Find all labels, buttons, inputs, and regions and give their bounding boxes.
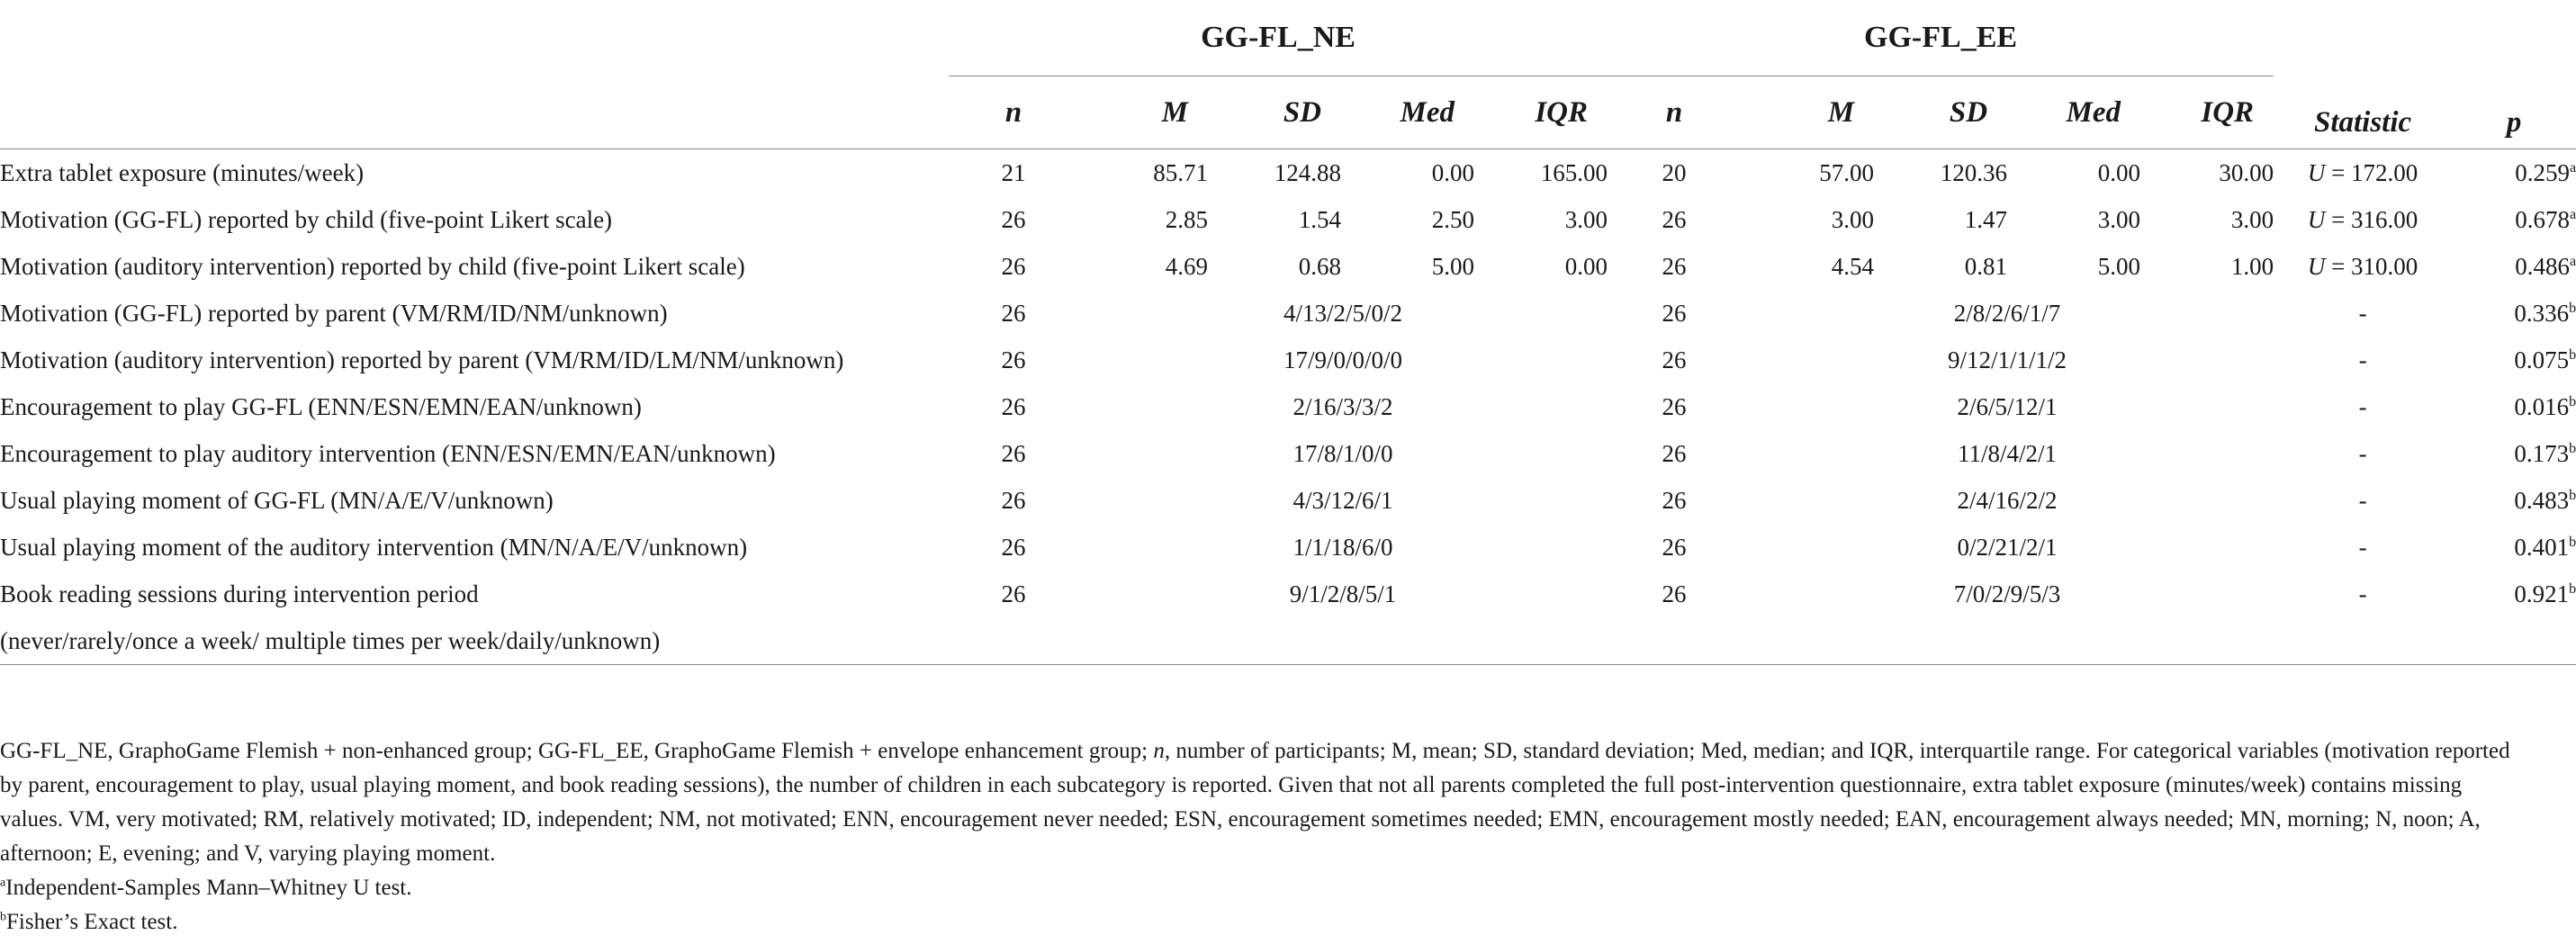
- ne-median: 0.00: [1431, 158, 1474, 186]
- ne-median-header: Med: [1341, 76, 1474, 149]
- p-footnote-mark: b: [2569, 580, 2576, 597]
- footnote-a-mark: a: [0, 876, 6, 890]
- ee-median-header: Med: [2007, 76, 2140, 149]
- statistic-header: Statistic: [2274, 0, 2452, 149]
- p-header: p: [2452, 0, 2576, 149]
- p-footnote-mark: a: [2569, 253, 2576, 269]
- table-row: [0, 337, 2576, 383]
- p-value-cell: [2452, 571, 2576, 617]
- ne-n-header: n: [949, 76, 1078, 149]
- statistic-cell: -: [2358, 439, 2367, 467]
- p-value: 0.678: [2515, 205, 2570, 233]
- ee-n: 20: [1662, 158, 1687, 186]
- row-label: Motivation (GG-FL) reported by child (five-point Likert scale): [0, 205, 613, 233]
- ne-iqr: 3.00: [1564, 205, 1608, 233]
- ee-iqr: 1.00: [2230, 252, 2274, 280]
- p-value-cell: [2452, 337, 2576, 383]
- p-footnote-mark: b: [2569, 393, 2576, 409]
- ne-counts: 17/8/1/0/0: [1293, 439, 1393, 467]
- statistic-cell: -: [2358, 486, 2367, 514]
- statistic-letter: U: [2307, 252, 2326, 280]
- group-header-ee: GG-FL_EE: [1608, 0, 2274, 76]
- row-label: Motivation (auditory intervention) reported by parent (VM/RM/ID/LM/NM/unknown): [0, 346, 844, 373]
- ne-median: 2.50: [1431, 205, 1474, 233]
- p-value: 0.336: [2514, 299, 2570, 327]
- table-row: [0, 477, 2576, 524]
- statistic-cell: [2274, 243, 2452, 290]
- ne-mean: 4.69: [1165, 252, 1208, 280]
- ne-sd: 0.68: [1298, 252, 1341, 280]
- p-value: 0.486: [2515, 252, 2570, 280]
- ee-counts: 0/2/21/2/1: [1957, 533, 2058, 561]
- ne-mean: 2.85: [1165, 205, 1208, 233]
- ee-n: 26: [1662, 392, 1687, 420]
- ne-n: 26: [1001, 580, 1026, 607]
- footnote-b: [0, 905, 2520, 940]
- p-value: 0.016: [2514, 392, 2570, 420]
- ne-n: 21: [1001, 158, 1026, 186]
- ee-iqr: 30.00: [2219, 158, 2274, 186]
- ne-sd: 1.54: [1298, 205, 1341, 233]
- ne-counts: 1/1/18/6/0: [1293, 533, 1393, 561]
- footnote-a-text: Independent-Samples Mann–Whitney U test.: [5, 876, 412, 900]
- p-value-cell: [2452, 243, 2576, 290]
- ne-counts: 2/16/3/3/2: [1293, 392, 1393, 420]
- ee-counts: 2/6/5/12/1: [1957, 392, 2058, 420]
- statistic-cell: [2274, 149, 2452, 197]
- ee-counts: 2/8/2/6/1/7: [1953, 299, 2061, 327]
- ne-n: 26: [1001, 439, 1026, 467]
- row-label: Motivation (auditory intervention) reported by child (five-point Likert scale): [0, 252, 745, 280]
- p-value-cell: [2452, 524, 2576, 571]
- ee-sd: 1.47: [1964, 205, 2008, 233]
- ee-median: 3.00: [2097, 205, 2141, 233]
- statistic-value: = 310.00: [2325, 252, 2418, 280]
- table-row: [0, 383, 2576, 430]
- p-footnote-mark: b: [2569, 440, 2576, 456]
- p-value: 0.075: [2514, 346, 2570, 373]
- ee-n: 26: [1662, 346, 1687, 373]
- note-text-part: , number of participants; M, mean; SD, standard deviation; Med, median; and IQR, interquartile range. For categorical variables (motivation reported by parent, encouragement to play, usual playing moment, and book reading sessions), the number of children in each subcategory is reported. Given that not all parents completed the full post-intervention questionnaire, extra tablet exposure (minutes/week) contains missing values. VM, very motivated; RM, relatively motivated; ID, independent; NM, not motivated; ENN, encouragement never needed; ESN, encouragement sometimes needed; EMN, encouragement mostly needed; EAN, encouragement always needed; MN, morning; N, noon; A, afternoon; E, evening; and V, varying playing moment.: [0, 739, 2510, 866]
- ne-n: 26: [1001, 205, 1026, 233]
- ne-counts: 4/13/2/5/0/2: [1283, 299, 1403, 327]
- variable-header-blank: [0, 0, 949, 76]
- abbreviation-note: [0, 734, 2520, 871]
- p-value: 0.259: [2515, 158, 2570, 186]
- p-value: 0.401: [2514, 533, 2570, 561]
- group-header-row: [0, 0, 2576, 76]
- table-row: [0, 290, 2576, 337]
- ee-mean-header: M: [1741, 76, 1874, 149]
- ee-median: 5.00: [2097, 252, 2141, 280]
- footnote-b-text: Fisher’s Exact test.: [6, 910, 178, 934]
- ee-iqr-header: IQR: [2140, 76, 2274, 149]
- statistic-letter: U: [2307, 205, 2326, 233]
- statistic-value: = 172.00: [2325, 158, 2418, 186]
- ee-mean: 57.00: [1819, 158, 1875, 186]
- sub-header-row: [0, 76, 2576, 149]
- table-row: [0, 149, 2576, 197]
- ee-counts: 9/12/1/1/1/2: [1948, 346, 2067, 373]
- table-row: [0, 196, 2576, 243]
- ee-n: 26: [1662, 205, 1687, 233]
- statistic-cell: -: [2358, 299, 2367, 327]
- table-row: [0, 430, 2576, 477]
- statistic-cell: -: [2358, 580, 2367, 607]
- table-row-continuation: [0, 617, 2576, 665]
- table-row: [0, 571, 2576, 617]
- ee-n: 26: [1662, 580, 1687, 607]
- ee-counts: 7/0/2/9/5/3: [1953, 580, 2061, 607]
- ee-counts: 2/4/16/2/2: [1957, 486, 2058, 514]
- row-label: Book reading sessions during intervention period: [0, 580, 479, 607]
- p-footnote-mark: a: [2569, 159, 2576, 175]
- row-label: Encouragement to play GG-FL (ENN/ESN/EMN/EAN/unknown): [0, 392, 642, 420]
- ee-mean: 4.54: [1831, 252, 1875, 280]
- ee-n: 26: [1662, 439, 1687, 467]
- statistic-cell: -: [2358, 533, 2367, 561]
- ee-mean: 3.00: [1831, 205, 1875, 233]
- ee-median: 0.00: [2097, 158, 2141, 186]
- statistic-letter: U: [2307, 158, 2326, 186]
- statistic-cell: [2274, 196, 2452, 243]
- ne-mean: 85.71: [1153, 158, 1208, 186]
- row-label-continuation: (never/rarely/once a week/ multiple times per week/daily/unknown): [0, 617, 949, 665]
- p-value-cell: [2452, 430, 2576, 477]
- p-value-cell: [2452, 383, 2576, 430]
- ne-iqr: 165.00: [1540, 158, 1608, 186]
- p-footnote-mark: b: [2569, 346, 2576, 363]
- statistic-value: = 316.00: [2325, 205, 2418, 233]
- row-label: Extra tablet exposure (minutes/week): [0, 158, 365, 186]
- group-header-ne: GG-FL_NE: [949, 0, 1608, 76]
- p-value: 0.921: [2514, 580, 2570, 607]
- row-label: Encouragement to play auditory intervention (ENN/ESN/EMN/EAN/unknown): [0, 439, 776, 467]
- statistic-cell: -: [2358, 392, 2367, 420]
- ne-n: 26: [1001, 299, 1026, 327]
- ne-mean-header: M: [1078, 76, 1208, 149]
- note-n-symbol: n: [1153, 739, 1165, 763]
- row-label: Motivation (GG-FL) reported by parent (VM/RM/ID/NM/unknown): [0, 299, 668, 327]
- ee-n: 26: [1662, 486, 1687, 514]
- ee-n-header: n: [1608, 76, 1741, 149]
- p-footnote-mark: b: [2569, 487, 2576, 503]
- statistic-cell: -: [2358, 346, 2367, 373]
- p-value-cell: [2452, 290, 2576, 337]
- ee-sd: 0.81: [1964, 252, 2008, 280]
- ne-n: 26: [1001, 533, 1026, 561]
- ne-n: 26: [1001, 252, 1026, 280]
- ee-iqr: 3.00: [2230, 205, 2274, 233]
- table-notes: [0, 734, 2520, 940]
- ee-n: 26: [1662, 252, 1687, 280]
- ne-iqr-header: IQR: [1474, 76, 1608, 149]
- p-footnote-mark: b: [2569, 534, 2576, 550]
- ee-n: 26: [1662, 533, 1687, 561]
- ee-sd-header: SD: [1874, 76, 2007, 149]
- footnote-b-mark: b: [0, 910, 6, 924]
- ne-median: 5.00: [1431, 252, 1474, 280]
- p-value-cell: [2452, 477, 2576, 524]
- p-value: 0.173: [2514, 439, 2570, 467]
- ee-counts: 11/8/4/2/1: [1958, 439, 2058, 467]
- ee-sd: 120.36: [1940, 158, 2008, 186]
- ne-n: 26: [1001, 346, 1026, 373]
- p-footnote-mark: a: [2569, 206, 2576, 222]
- ne-sd: 124.88: [1274, 158, 1341, 186]
- ee-n: 26: [1662, 299, 1687, 327]
- ne-counts: 17/9/0/0/0/0: [1283, 346, 1403, 373]
- row-label: Usual playing moment of the auditory intervention (MN/N/A/E/V/unknown): [0, 533, 748, 561]
- p-value-cell: [2452, 149, 2576, 197]
- table-row: [0, 524, 2576, 571]
- note-text-part: GG-FL_NE, GraphoGame Flemish + non-enhanced group; GG-FL_EE, GraphoGame Flemish + envelope enhancement group;: [0, 739, 1154, 763]
- variable-subheader-blank: [0, 76, 949, 149]
- ne-counts: 9/1/2/8/5/1: [1289, 580, 1397, 607]
- p-footnote-mark: b: [2569, 300, 2576, 316]
- ne-counts: 4/3/12/6/1: [1293, 486, 1393, 514]
- ne-n: 26: [1001, 486, 1026, 514]
- ne-iqr: 0.00: [1564, 252, 1608, 280]
- p-value: 0.483: [2514, 486, 2570, 514]
- ne-n: 26: [1001, 392, 1026, 420]
- table-row: [0, 243, 2576, 290]
- p-value-cell: [2452, 196, 2576, 243]
- row-label: Usual playing moment of GG-FL (MN/A/E/V/unknown): [0, 486, 554, 514]
- ne-sd-header: SD: [1208, 76, 1341, 149]
- footnote-a: [0, 871, 2520, 905]
